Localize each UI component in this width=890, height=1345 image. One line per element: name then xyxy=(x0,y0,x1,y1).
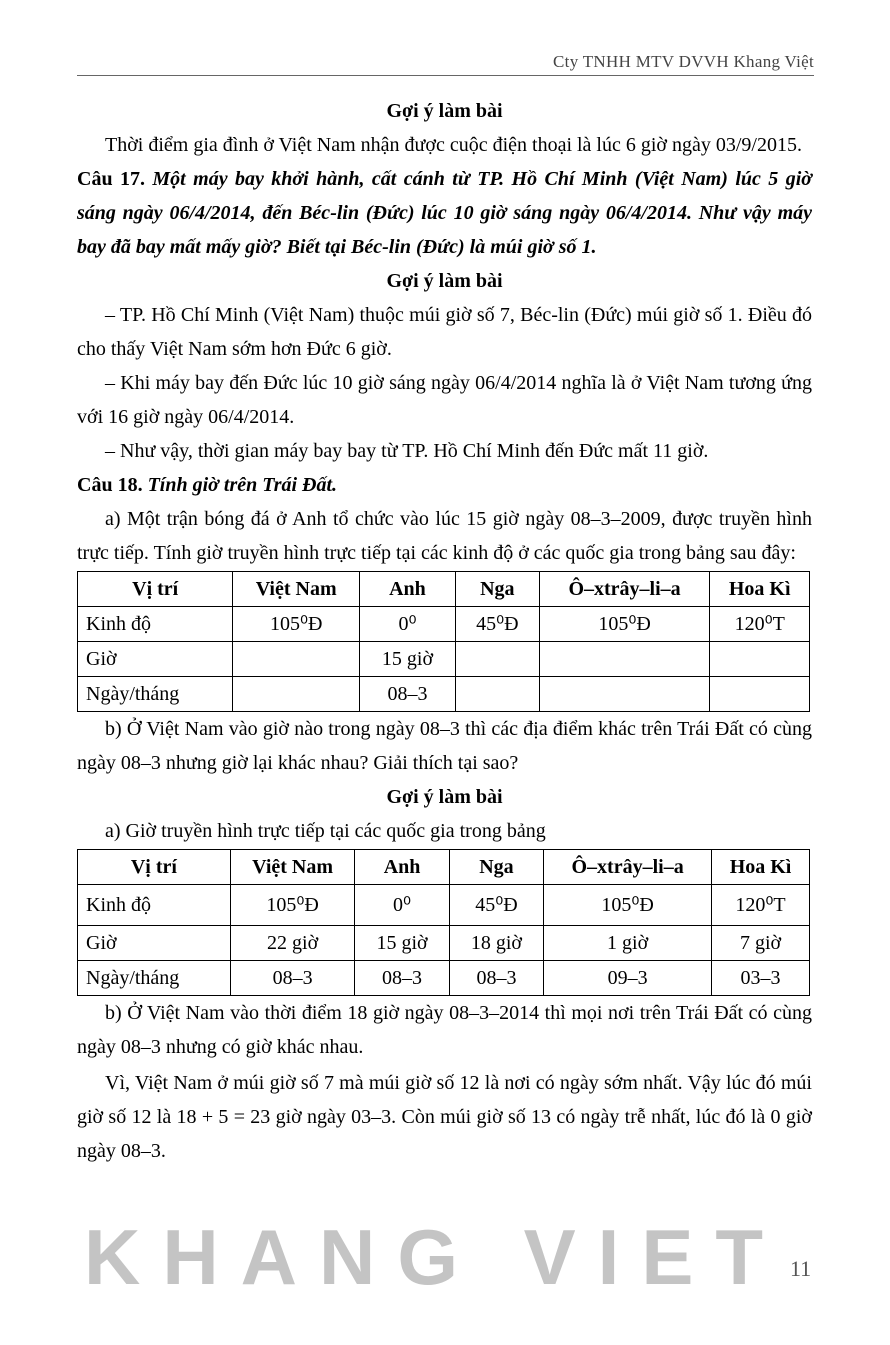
paragraph: a) Giờ truyền hình trực tiếp tại các quốc gia trong bảng xyxy=(105,820,546,842)
cell: 45⁰Đ xyxy=(455,607,539,642)
page-number: 11 xyxy=(790,1256,812,1281)
cell: Kinh độ xyxy=(78,607,233,642)
cell xyxy=(233,642,360,677)
paragraph: a) Một trận bóng đá ở Anh tổ chức vào lúc 15 giờ ngày 08–3–2009, được truyền hình trực tiếp. Tính giờ truyền hình trực tiếp tại các kinh độ ở các quốc gia trong bảng sau đây: xyxy=(77,508,812,564)
cell: 15 giờ xyxy=(355,926,449,961)
cell: 120⁰T xyxy=(712,885,810,926)
question-label: Câu 17. xyxy=(77,168,145,190)
table-row xyxy=(78,677,810,712)
cell xyxy=(539,677,710,712)
watermark-logo: KHANG VIET xyxy=(84,1213,786,1301)
cell: 08–3 xyxy=(355,961,449,996)
paragraph: b) Ở Việt Nam vào giờ nào trong ngày 08–3 thì các địa điểm khác trên Trái Đất có cùng ngày 08–3 nhưng giờ lại khác nhau? Giải thích tại sao? xyxy=(77,718,812,774)
cell xyxy=(233,677,360,712)
header-cell: Nga xyxy=(449,850,543,885)
cell xyxy=(710,677,810,712)
paragraph: b) Ở Việt Nam vào thời điểm 18 giờ ngày 08–3–2014 thì mọi nơi trên Trái Đất có cùng ngày 08–3 nhưng có giờ khác nhau. xyxy=(77,1002,812,1058)
cell: 15 giờ xyxy=(359,642,455,677)
table-row xyxy=(78,642,810,677)
cell: Kinh độ xyxy=(78,885,231,926)
cell: 18 giờ xyxy=(449,926,543,961)
cell: 0⁰ xyxy=(359,607,455,642)
cell: 03–3 xyxy=(712,961,810,996)
header-cell: Anh xyxy=(359,572,455,607)
cell: 08–3 xyxy=(449,961,543,996)
cell xyxy=(455,642,539,677)
cell: Ngày/tháng xyxy=(78,961,231,996)
cell xyxy=(455,677,539,712)
question-label: Câu 18. xyxy=(77,474,143,496)
table-header-row xyxy=(78,850,810,885)
table-row xyxy=(78,926,810,961)
header-cell: Vị trí xyxy=(78,850,231,885)
cell: Ngày/tháng xyxy=(78,677,233,712)
cell: 105⁰Đ xyxy=(539,607,710,642)
page-content xyxy=(77,94,812,1168)
cell: 7 giờ xyxy=(712,926,810,961)
answer-line: – Khi máy bay đến Đức lúc 10 giờ sáng ngày 06/4/2014 nghĩa là ở Việt Nam tương ứng với 16 giờ ngày 06/4/2014. xyxy=(77,372,812,428)
header-cell: Hoa Kì xyxy=(712,850,810,885)
cell: 105⁰Đ xyxy=(230,885,355,926)
question-text: Tính giờ trên Trái Đất. xyxy=(142,474,338,496)
answer-line: – Như vậy, thời gian máy bay bay từ TP. Hồ Chí Minh đến Đức mất 11 giờ. xyxy=(105,440,709,462)
table-answer xyxy=(77,849,810,996)
answer-line: – TP. Hồ Chí Minh (Việt Nam) thuộc múi giờ số 7, Béc-lin (Đức) múi giờ số 1. Điều đó cho thấy Việt Nam sớm hơn Đức 6 giờ. xyxy=(77,304,812,360)
table-row xyxy=(78,885,810,926)
question-18 xyxy=(77,468,812,502)
cell: 08–3 xyxy=(359,677,455,712)
paragraph: Thời điểm gia đình ở Việt Nam nhận được cuộc điện thoại là lúc 6 giờ ngày 03/9/2015. xyxy=(105,134,802,156)
running-header: Cty TNHH MTV DVVH Khang Việt xyxy=(77,52,814,76)
hint-heading: Gợi ý làm bài xyxy=(386,786,503,808)
table-row xyxy=(78,607,810,642)
hint-heading: Gợi ý làm bài xyxy=(386,100,503,122)
cell: 22 giờ xyxy=(230,926,355,961)
cell: 1 giờ xyxy=(544,926,712,961)
table-row xyxy=(78,961,810,996)
header-cell: Nga xyxy=(455,572,539,607)
cell: Giờ xyxy=(78,926,231,961)
question-text: Một máy bay khởi hành, cất cánh từ TP. Hồ Chí Minh (Việt Nam) lúc 5 giờ sáng ngày 06/4/2014, đến Béc-lin (Đức) lúc 10 giờ sáng ngày 06/4/2014. Như vậy máy bay đã bay mất mấy giờ? Biết tại Béc-lin (Đức) là múi giờ số 1. xyxy=(77,168,812,258)
cell: 45⁰Đ xyxy=(449,885,543,926)
question-17 xyxy=(77,162,812,264)
cell xyxy=(539,642,710,677)
cell: 08–3 xyxy=(230,961,355,996)
cell: 0⁰ xyxy=(355,885,449,926)
header-cell: Vị trí xyxy=(78,572,233,607)
header-cell: Ô–xtrây–li–a xyxy=(544,850,712,885)
header-cell: Ô–xtrây–li–a xyxy=(539,572,710,607)
cell: 09–3 xyxy=(544,961,712,996)
header-cell: Anh xyxy=(355,850,449,885)
table-header-row xyxy=(78,572,810,607)
header-cell: Việt Nam xyxy=(233,572,360,607)
cell: 105⁰Đ xyxy=(233,607,360,642)
header-cell: Hoa Kì xyxy=(710,572,810,607)
paragraph: Vì, Việt Nam ở múi giờ số 7 mà múi giờ số 12 là nơi có ngày sớm nhất. Vậy lúc đó múi giờ số 12 là 18 + 5 = 23 giờ ngày 03–3. Còn múi giờ số 13 có ngày trễ nhất, lúc đó là 0 giờ ngày 08–3. xyxy=(77,1072,812,1162)
table-question xyxy=(77,571,810,712)
cell: Giờ xyxy=(78,642,233,677)
cell xyxy=(710,642,810,677)
cell: 105⁰Đ xyxy=(544,885,712,926)
header-cell: Việt Nam xyxy=(230,850,355,885)
cell: 120⁰T xyxy=(710,607,810,642)
hint-heading: Gợi ý làm bài xyxy=(386,270,503,292)
